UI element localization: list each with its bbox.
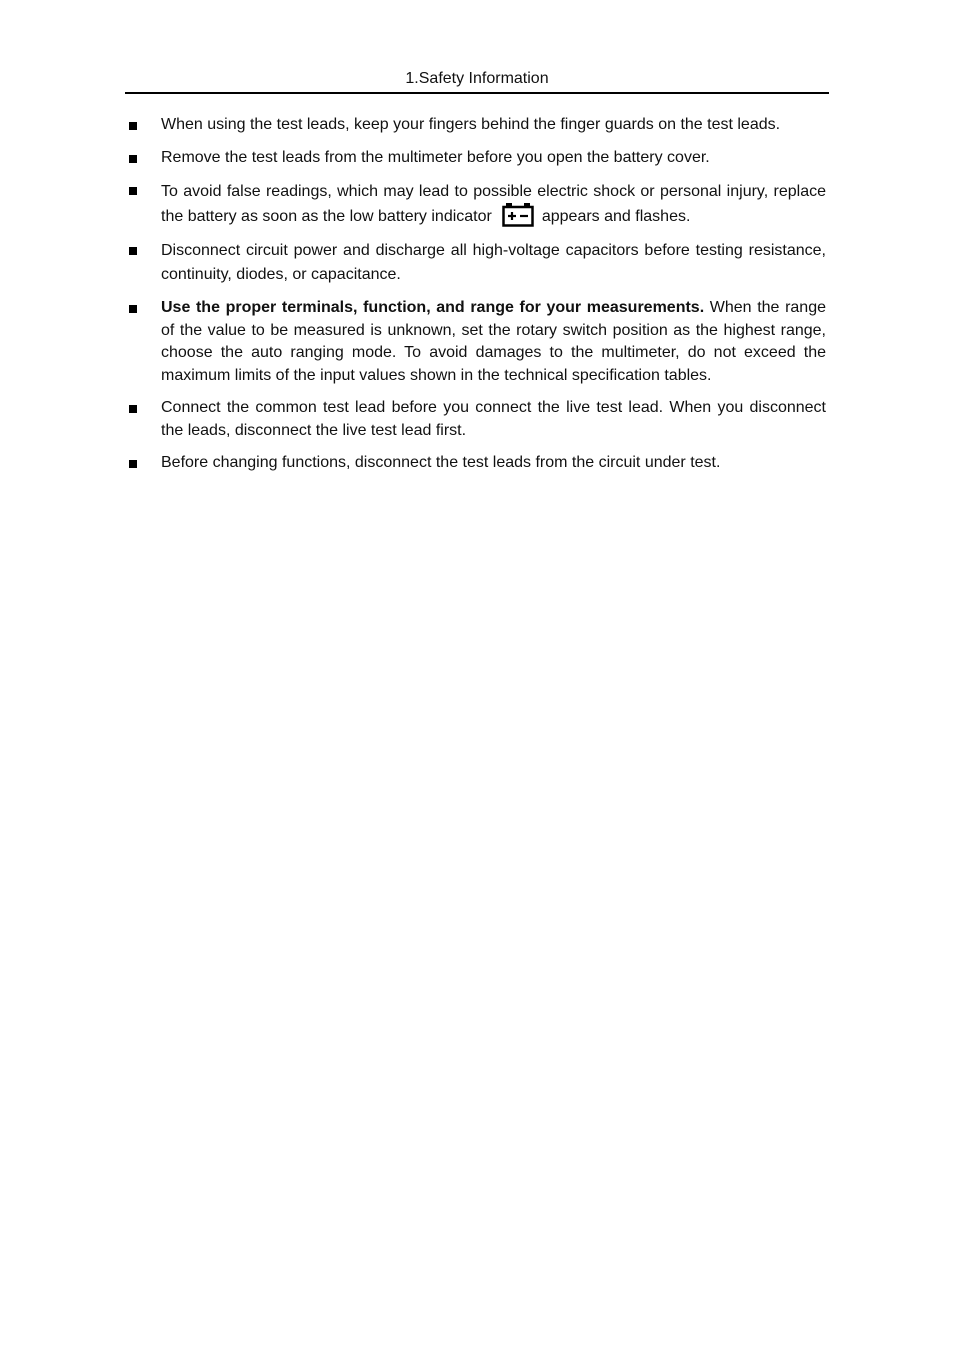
list-item-text: When the range of the value to be measured is unknown, set the rotary switch position as the highest range, choose the auto ranging mode. To avoid damages to the multimeter, do not exceed the maximum limits of the input values shown in the technical specification tables. xyxy=(161,299,826,384)
list-item xyxy=(125,179,829,229)
list-item-text: Before changing functions, disconnect the test leads from the circuit under test. xyxy=(161,454,721,471)
list-item-bold-lead: Use the proper terminals, function, and range for your measurements. xyxy=(161,299,705,316)
list-item xyxy=(125,114,829,137)
square-bullet-icon xyxy=(129,187,137,195)
list-item xyxy=(125,147,829,170)
list-item xyxy=(125,452,829,475)
list-item-text: When using the test leads, keep your fingers behind the finger guards on the test leads. xyxy=(161,116,781,133)
safety-bullet-list xyxy=(125,114,829,485)
list-item-text: To avoid false readings, which may lead to possible electric shock or personal injury, replace the battery as soon as the low battery indicator xyxy=(161,183,826,225)
square-bullet-icon xyxy=(129,155,137,163)
list-item-text: Connect the common test lead before you connect the live test lead. When you disconnect the leads, disconnect the live test lead first. xyxy=(161,399,826,439)
square-bullet-icon xyxy=(129,122,137,130)
battery-icon xyxy=(502,203,534,227)
list-item-text: Remove the test leads from the multimeter before you open the battery cover. xyxy=(161,148,710,166)
square-bullet-icon xyxy=(129,247,137,255)
page-header-title: 1.Safety Information xyxy=(405,70,549,87)
square-bullet-icon xyxy=(129,460,137,468)
header-rule xyxy=(125,92,829,94)
list-item xyxy=(125,297,829,387)
list-item xyxy=(125,239,829,287)
square-bullet-icon xyxy=(129,305,137,313)
list-item-text: Disconnect circuit power and discharge all high-voltage capacitors before testing resistance, continuity, diodes, or capacitance. xyxy=(161,242,826,283)
square-bullet-icon xyxy=(129,405,137,413)
list-item-text-after-icon: appears and flashes. xyxy=(541,208,691,225)
list-item xyxy=(125,397,829,442)
